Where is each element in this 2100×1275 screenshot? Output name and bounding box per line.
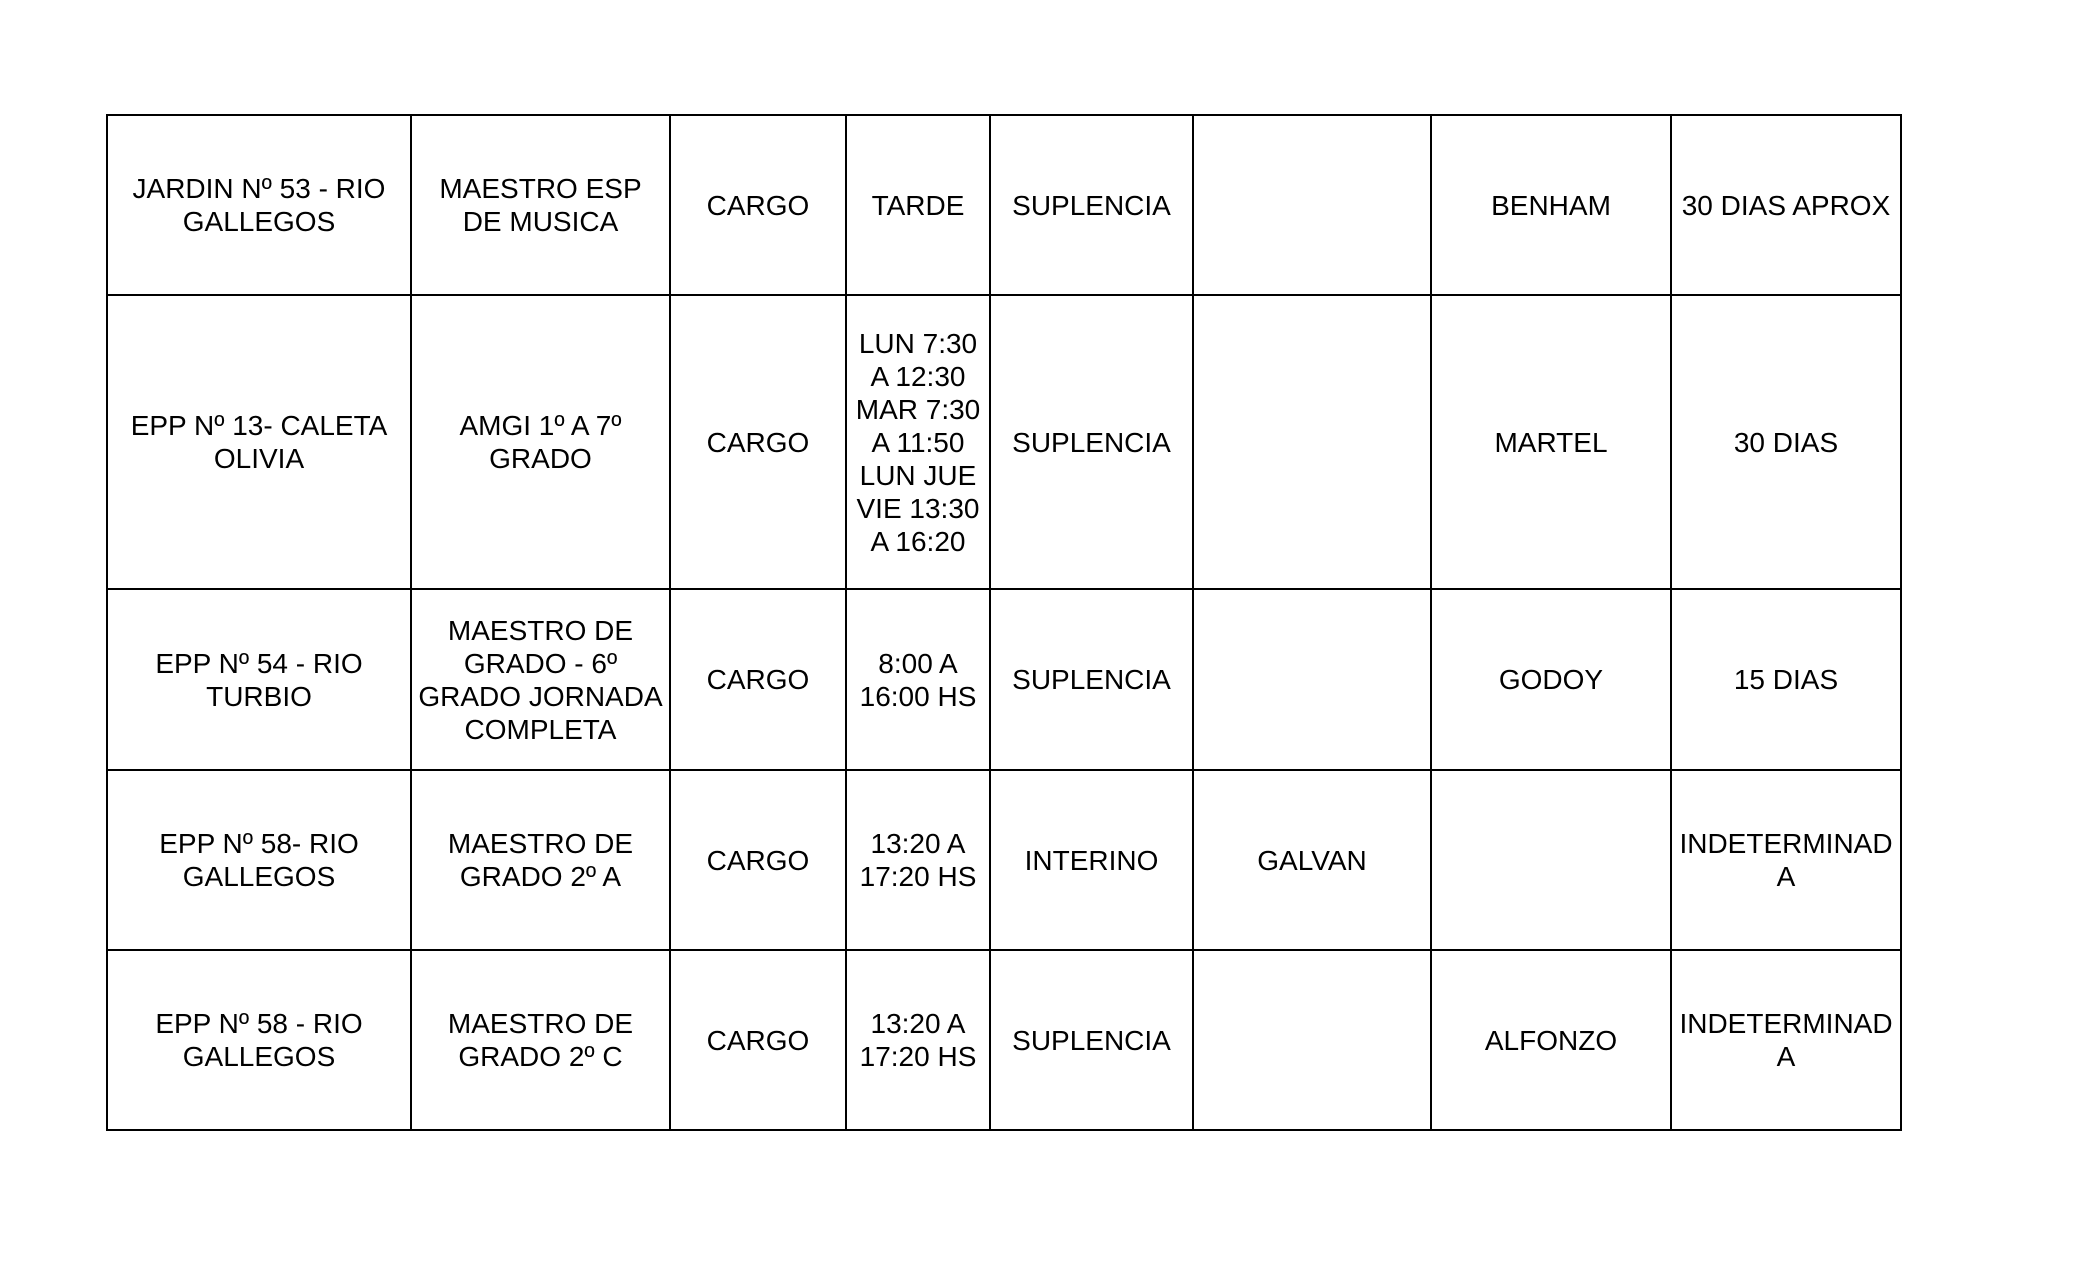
type-cell: CARGO: [670, 770, 846, 950]
table-row: [107, 589, 1901, 770]
duration-cell: INDETERMINADA: [1671, 770, 1901, 950]
school-cell: JARDIN Nº 53 - RIO GALLEGOS: [107, 115, 411, 295]
substitute-for-cell: [1431, 770, 1671, 950]
duration-cell: 30 DIAS APROX: [1671, 115, 1901, 295]
vacancies-table: [106, 114, 1902, 1131]
status-cell: INTERINO: [990, 770, 1193, 950]
type-cell: CARGO: [670, 115, 846, 295]
school-cell: EPP Nº 58 - RIO GALLEGOS: [107, 950, 411, 1130]
schedule-cell: LUN 7:30 A 12:30 MAR 7:30 A 11:50 LUN JUE VIE 13:30 A 16:20: [846, 295, 990, 589]
duration-cell: 15 DIAS: [1671, 589, 1901, 770]
table-row: [107, 295, 1901, 589]
type-cell: CARGO: [670, 295, 846, 589]
schedule-cell: 13:20 A 17:20 HS: [846, 950, 990, 1130]
table-row: [107, 770, 1901, 950]
substitute-for-cell: MARTEL: [1431, 295, 1671, 589]
position-cell: MAESTRO DE GRADO 2º C: [411, 950, 670, 1130]
school-cell: EPP Nº 13- CALETA OLIVIA: [107, 295, 411, 589]
table-row: [107, 950, 1901, 1130]
position-cell: MAESTRO DE GRADO 2º A: [411, 770, 670, 950]
incumbent-cell: GALVAN: [1193, 770, 1431, 950]
schedule-cell: 8:00 A 16:00 HS: [846, 589, 990, 770]
schedule-cell: 13:20 A 17:20 HS: [846, 770, 990, 950]
type-cell: CARGO: [670, 589, 846, 770]
position-cell: AMGI 1º A 7º GRADO: [411, 295, 670, 589]
school-cell: EPP Nº 54 - RIO TURBIO: [107, 589, 411, 770]
status-cell: SUPLENCIA: [990, 589, 1193, 770]
incumbent-cell: [1193, 950, 1431, 1130]
substitute-for-cell: GODOY: [1431, 589, 1671, 770]
duration-cell: 30 DIAS: [1671, 295, 1901, 589]
duration-cell: INDETERMINADA: [1671, 950, 1901, 1130]
status-cell: SUPLENCIA: [990, 115, 1193, 295]
incumbent-cell: [1193, 295, 1431, 589]
table-row: [107, 115, 1901, 295]
position-cell: MAESTRO ESP DE MUSICA: [411, 115, 670, 295]
status-cell: SUPLENCIA: [990, 295, 1193, 589]
position-cell: MAESTRO DE GRADO - 6º GRADO JORNADA COMPLETA: [411, 589, 670, 770]
incumbent-cell: [1193, 115, 1431, 295]
substitute-for-cell: BENHAM: [1431, 115, 1671, 295]
type-cell: CARGO: [670, 950, 846, 1130]
schedule-cell: TARDE: [846, 115, 990, 295]
status-cell: SUPLENCIA: [990, 950, 1193, 1130]
school-cell: EPP Nº 58- RIO GALLEGOS: [107, 770, 411, 950]
substitute-for-cell: ALFONZO: [1431, 950, 1671, 1130]
incumbent-cell: [1193, 589, 1431, 770]
